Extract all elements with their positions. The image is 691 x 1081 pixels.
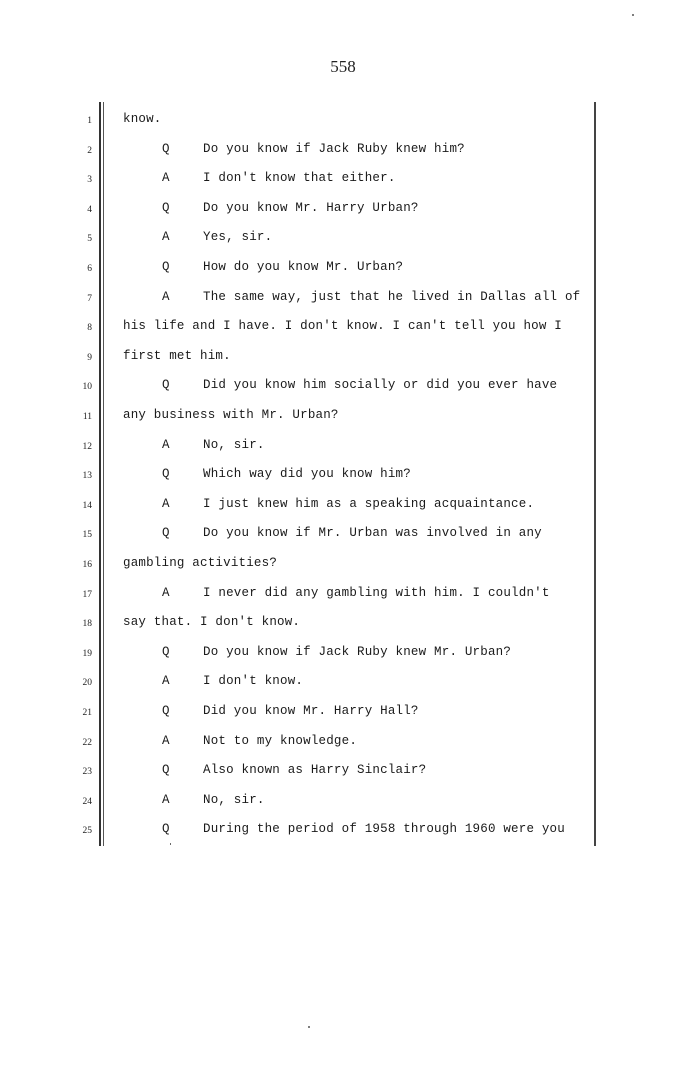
answer-marker: A (162, 171, 170, 186)
question-marker: Q (162, 200, 170, 215)
answer-marker: A (162, 792, 170, 807)
transcript-line (0, 317, 691, 337)
scan-speck (170, 843, 171, 845)
transcript-line (0, 495, 691, 515)
line-text: Do you know if Mr. Urban was involved in any (203, 526, 542, 541)
answer-marker: A (162, 289, 170, 304)
line-text: I never did any gambling with him. I couldn't (203, 585, 550, 600)
line-text: say that. I don't know. (123, 615, 301, 630)
transcript-line (0, 347, 691, 367)
answer-marker: A (162, 437, 170, 452)
line-text: Which way did you know him? (203, 467, 411, 482)
page-number: 558 (330, 57, 356, 76)
transcript-line (0, 465, 691, 485)
line-text: know. (123, 112, 162, 126)
line-number: 10 (82, 382, 92, 393)
line-number: 3 (87, 175, 92, 186)
transcript-line (0, 584, 691, 604)
line-text: I don't know. (203, 674, 304, 689)
line-number: 21 (82, 708, 92, 718)
line-text: Do you know Mr. Harry Urban? (203, 200, 419, 215)
line-number: 5 (87, 234, 92, 245)
line-number: 8 (87, 323, 92, 334)
question-marker: Q (162, 822, 170, 837)
transcript-line (0, 228, 691, 248)
transcript-line (0, 376, 691, 396)
line-text: first met him. (123, 348, 231, 363)
line-number: 19 (82, 648, 92, 659)
transcript-line (0, 643, 691, 663)
line-number: 4 (87, 204, 92, 215)
transcript-line (0, 761, 691, 781)
line-number: 14 (82, 500, 92, 511)
question-marker: Q (162, 763, 170, 778)
answer-marker: A (162, 496, 170, 511)
answer-marker: A (162, 585, 170, 600)
transcript-line (0, 110, 691, 130)
line-text: During the period of 1958 through 1960 were you (203, 822, 565, 837)
transcript-line (0, 672, 691, 692)
line-text: No, sir. (203, 792, 265, 807)
line-number: 13 (82, 471, 92, 482)
line-text: Also known as Harry Sinclair? (203, 763, 427, 778)
transcript-line (0, 820, 691, 840)
question-marker: Q (162, 704, 170, 718)
line-number: 2 (87, 145, 92, 156)
line-number: 25 (82, 826, 92, 837)
transcript-line (0, 436, 691, 456)
line-number: 22 (82, 737, 92, 748)
line-text: his life and I have. I don't know. I can't tell you how I (123, 319, 562, 334)
transcript-line (0, 702, 691, 722)
transcript-line (0, 258, 691, 278)
scan-speck (308, 1026, 310, 1028)
answer-marker: A (162, 230, 170, 245)
transcript-line (0, 169, 691, 189)
line-text: any business with Mr. Urban? (123, 408, 339, 422)
transcript-line (0, 406, 691, 426)
question-marker: Q (162, 644, 170, 659)
line-text: Do you know if Jack Ruby knew Mr. Urban? (203, 644, 512, 659)
transcript-line (0, 732, 691, 752)
question-marker: Q (162, 141, 170, 156)
line-text: Yes, sir. (203, 230, 273, 245)
line-number: 11 (82, 412, 92, 422)
question-marker: Q (162, 467, 170, 482)
line-number: 20 (82, 678, 92, 689)
line-number: 18 (82, 619, 92, 630)
transcript-line (0, 199, 691, 219)
line-text: How do you know Mr. Urban? (203, 260, 404, 274)
transcript-line (0, 524, 691, 544)
transcript-line (0, 288, 691, 308)
line-number: 1 (87, 116, 92, 126)
answer-marker: A (162, 733, 170, 748)
transcript-line (0, 613, 691, 633)
line-number: 24 (82, 796, 92, 807)
line-number: 15 (82, 530, 92, 541)
question-marker: Q (162, 526, 170, 541)
line-number: 17 (82, 589, 92, 600)
transcript-line (0, 554, 691, 574)
line-text: Did you know Mr. Harry Hall? (203, 704, 419, 718)
line-number: 12 (82, 441, 92, 452)
line-text: gambling activities? (123, 556, 278, 570)
line-text: No, sir. (203, 437, 265, 452)
line-number: 7 (87, 293, 92, 304)
question-marker: Q (162, 378, 170, 393)
line-text: Do you know if Jack Ruby knew him? (203, 141, 465, 156)
transcript-line (0, 791, 691, 811)
line-text: Did you know him socially or did you ever have (203, 378, 558, 393)
line-text: I just knew him as a speaking acquaintance. (203, 496, 535, 511)
transcript-line (0, 140, 691, 160)
line-text: Not to my knowledge. (203, 733, 358, 748)
question-marker: Q (162, 260, 170, 274)
line-number: 9 (87, 352, 92, 363)
answer-marker: A (162, 674, 170, 689)
scan-speck (632, 14, 634, 16)
line-text: I don't know that either. (203, 171, 396, 186)
line-text: The same way, just that he lived in Dallas all of (203, 289, 581, 304)
line-number: 6 (87, 264, 92, 274)
line-number: 16 (82, 560, 92, 570)
line-number: 23 (82, 767, 92, 778)
